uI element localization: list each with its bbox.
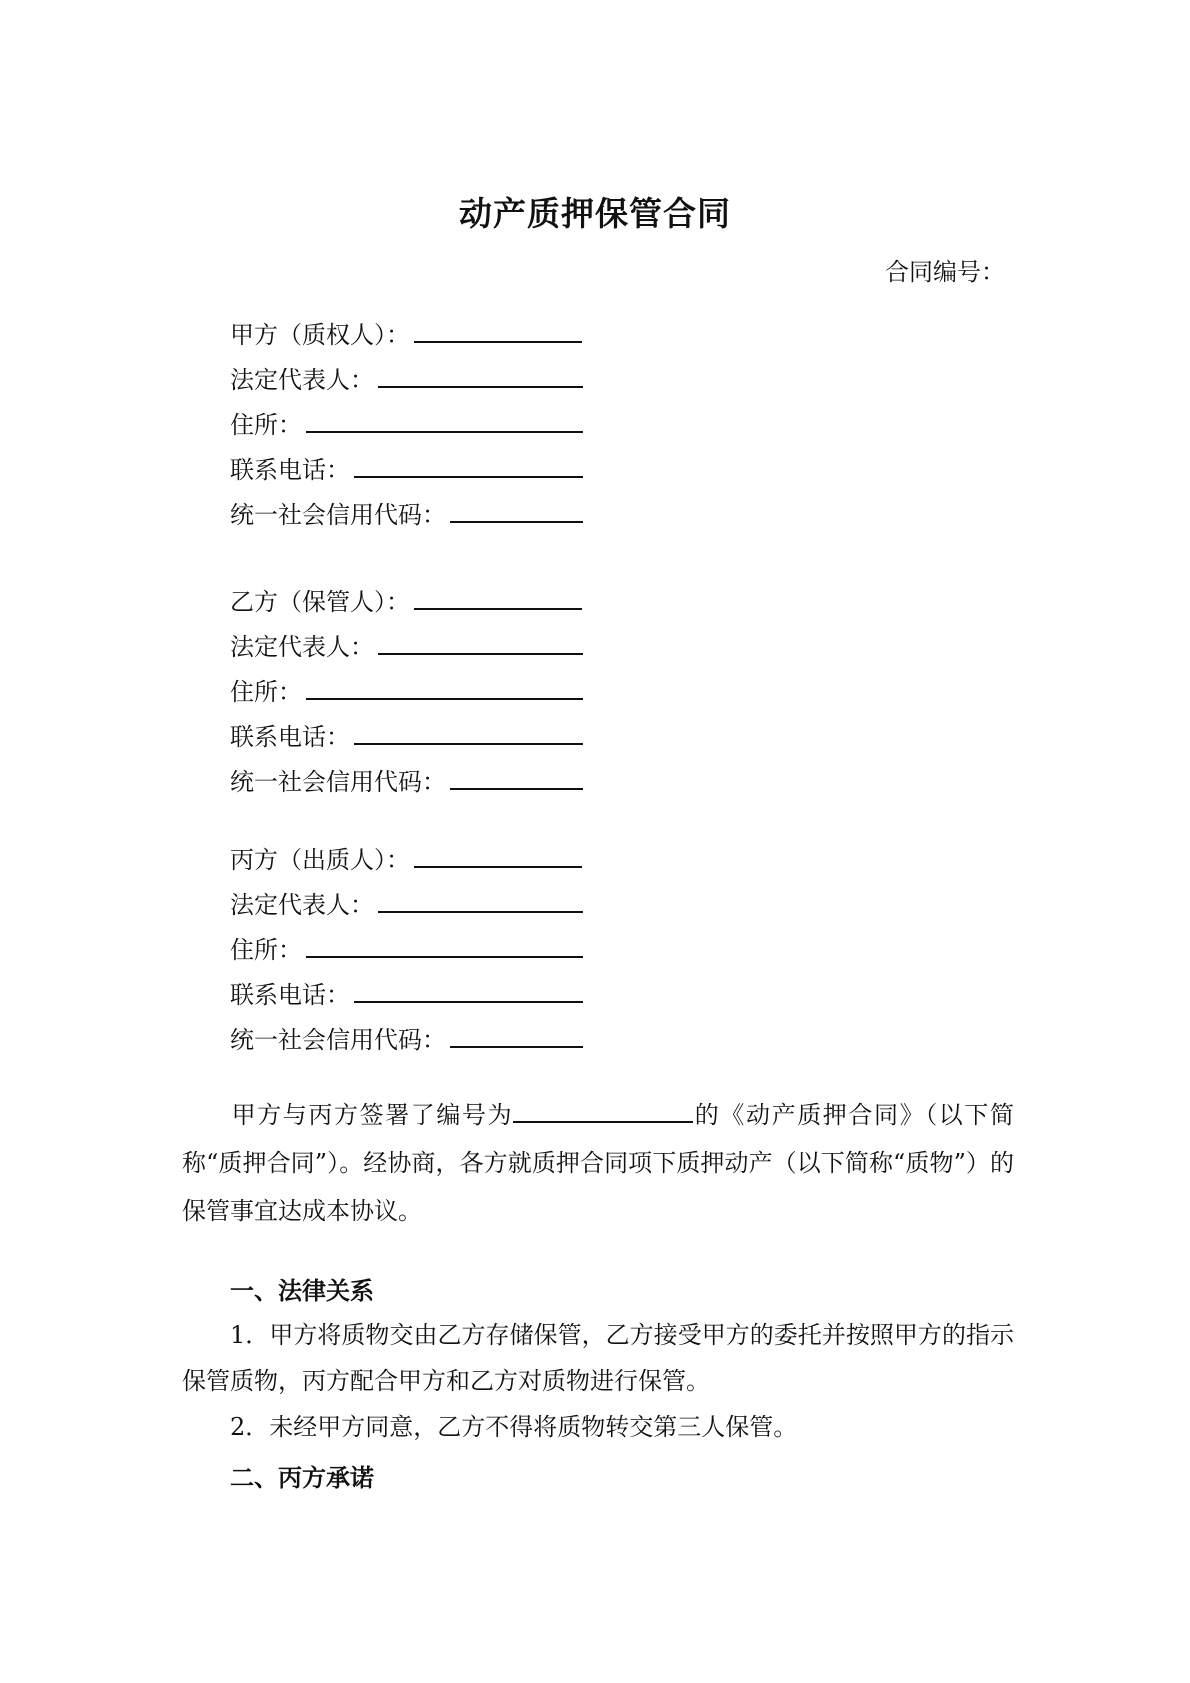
party-c-credit-code-blank[interactable] — [450, 1020, 583, 1048]
party-c-credit-code-row — [230, 1018, 583, 1063]
party-b-address-row — [230, 670, 583, 715]
party-a-address-row — [230, 403, 583, 448]
party-c-phone-label: 联系电话： — [230, 981, 350, 1009]
section-1-clause-1 — [182, 1312, 1014, 1404]
party-a-legal-rep-label: 法定代表人： — [230, 366, 374, 394]
party-b-block — [230, 580, 583, 805]
party-a-credit-code-label: 统一社会信用代码： — [230, 501, 446, 529]
party-c-phone-row — [230, 973, 583, 1018]
party-a-legal-rep-blank[interactable] — [378, 360, 583, 388]
party-b-address-label: 住所： — [230, 678, 302, 706]
party-a-phone-row — [230, 448, 583, 493]
party-b-heading-row — [230, 580, 583, 625]
party-c-block — [230, 838, 583, 1063]
party-a-legal-rep-row — [230, 358, 583, 403]
section-1-clause-1-text: 1．甲方将质物交由乙方存储保管，乙方接受甲方的委托并按照甲方的指示保管质物，丙方配合甲方和乙方对质物进行保管。 — [182, 1321, 1014, 1395]
party-b-phone-blank[interactable] — [354, 717, 583, 745]
party-a-credit-code-blank[interactable] — [450, 495, 583, 523]
party-a-name-blank[interactable] — [414, 315, 582, 343]
party-b-credit-code-row — [230, 760, 583, 805]
party-c-heading-row — [230, 838, 583, 883]
party-c-legal-rep-blank[interactable] — [378, 885, 583, 913]
party-a-address-label: 住所： — [230, 411, 302, 439]
intro-text-after: 的《动产质押合同》（以下简称“质押合同”）。经协商，各方就质押合同项下质押动产（以下简称“质物”）的保管事宜达成本协议。 — [182, 1101, 1015, 1225]
party-b-name-blank[interactable] — [414, 582, 582, 610]
party-a-block — [230, 313, 583, 538]
party-b-legal-rep-row — [230, 625, 583, 670]
party-a-credit-code-row — [230, 493, 583, 538]
party-a-phone-label: 联系电话： — [230, 456, 350, 484]
party-a-address-blank[interactable] — [306, 405, 583, 433]
party-c-credit-code-label: 统一社会信用代码： — [230, 1026, 446, 1054]
section-2-title: 二、丙方承诺 — [230, 1464, 374, 1492]
party-b-credit-code-label: 统一社会信用代码： — [230, 768, 446, 796]
party-a-heading-row — [230, 313, 583, 358]
party-b-credit-code-blank[interactable] — [450, 762, 583, 790]
party-a-phone-blank[interactable] — [354, 450, 583, 478]
party-c-address-row — [230, 928, 583, 973]
party-b-phone-row — [230, 715, 583, 760]
party-c-legal-rep-row — [230, 883, 583, 928]
party-c-phone-blank[interactable] — [354, 975, 583, 1003]
intro-text-before: 甲方与丙方签署了编号为 — [230, 1101, 514, 1129]
section-1-title: 一、法律关系 — [230, 1277, 374, 1305]
party-c-name-blank[interactable] — [414, 840, 582, 868]
party-c-legal-rep-label: 法定代表人： — [230, 891, 374, 919]
document-title: 动产质押保管合同 — [459, 194, 731, 233]
party-b-legal-rep-label: 法定代表人： — [230, 633, 374, 661]
contract-ref-number-blank[interactable] — [513, 1095, 693, 1123]
party-b-legal-rep-blank[interactable] — [378, 627, 583, 655]
party-c-heading: 丙方（出质人）： — [230, 846, 410, 874]
party-c-address-blank[interactable] — [306, 930, 583, 958]
party-a-heading: 甲方（质权人）： — [230, 321, 410, 349]
intro-paragraph — [182, 1091, 1014, 1235]
section-1-clause-2-text: 2．未经甲方同意，乙方不得将质物转交第三人保管。 — [230, 1413, 798, 1441]
party-c-address-label: 住所： — [230, 936, 302, 964]
party-b-phone-label: 联系电话： — [230, 723, 350, 751]
contract-number-label: 合同编号： — [885, 258, 1005, 286]
section-1-clause-2 — [182, 1404, 1014, 1450]
party-b-address-blank[interactable] — [306, 672, 583, 700]
party-b-heading: 乙方（保管人）： — [230, 588, 410, 616]
